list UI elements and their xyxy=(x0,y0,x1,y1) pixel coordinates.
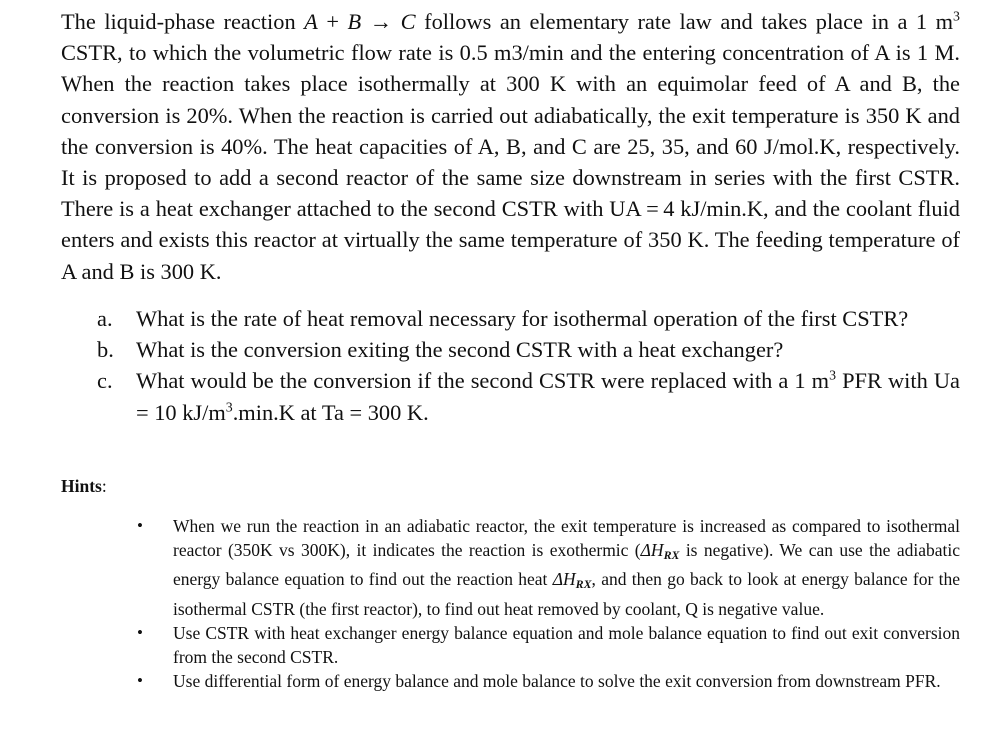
reaction-arrow: → xyxy=(361,9,401,34)
species-a: A xyxy=(304,9,318,34)
hints-colon: : xyxy=(101,476,107,496)
intro-text-3: CSTR, to which the volumetric flow rate is 0.5 m3/min and the entering concentration of A is 1 M. When the reaction takes place isothermally at 300 K with an equimolar feed of A and B, the conversion is 20%. When the reaction is carried out adiabatically, the exit temperature is 350 K and the conversion is 40%. The heat capacities of A, B, and C are 25, 35, and 60 J/mol.K, respectively. It is proposed to add a second reactor of the same size downstream in series with the first CSTR. There is a heat exchanger attached to the second CSTR with UA = 4 kJ/min.K, and the coolant fluid enters and exists this reactor at virtually the same temperature of 350 K. The feeding temperature of A and B is 300 K. xyxy=(61,40,960,284)
hint-1 xyxy=(61,514,960,621)
question-c-exponent-2: 3 xyxy=(225,400,233,415)
hint-1-text-3: , and then go back to look at energy balance for the isothermal CSTR (the first reactor), to find out heat removed by coolant, Q is negative value. xyxy=(173,569,960,619)
delta-h-rx-symbol xyxy=(640,540,680,563)
hints-heading xyxy=(61,474,107,498)
problem-statement xyxy=(61,6,960,287)
question-c-exponent-1: 3 xyxy=(829,368,837,384)
bullet-icon: • xyxy=(137,671,143,691)
hint-1-text-1: When we run the reaction in an adiabatic reactor, the exit temperature is increased as compared to isothermal reactor (350K vs 300K), it indicates the reaction is exothermic ( xyxy=(173,516,960,561)
hint-1-text-2: is negative). We can use the adiabatic energy balance equation to find out the reaction heat xyxy=(173,540,960,590)
hint-3 xyxy=(61,669,960,693)
question-c-text xyxy=(136,368,960,424)
rx-subscript-2: RX xyxy=(575,577,592,592)
hints-list xyxy=(61,514,960,693)
delta-h-symbol-2: ΔH xyxy=(552,569,576,590)
question-a xyxy=(61,303,960,334)
hint-2 xyxy=(61,621,960,669)
bullet-icon: • xyxy=(137,622,143,642)
hint-3-text: Use differential form of energy balance and mole balance to solve the exit conversion from downstream PFR. xyxy=(173,671,941,692)
hint-2-text: Use CSTR with heat exchanger energy balance equation and mole balance equation to find out exit conversion from the second CSTR. xyxy=(173,622,960,667)
question-c-text-2: PFR with Ua = 10 kJ/m xyxy=(136,368,960,425)
question-c xyxy=(61,365,960,427)
volume-exponent: 3 xyxy=(953,9,960,25)
delta-h-symbol-1: ΔH xyxy=(640,540,664,561)
plus-sign: + xyxy=(317,9,348,34)
bullet-icon: • xyxy=(137,516,143,535)
hints-label: Hints xyxy=(61,476,102,496)
species-c: C xyxy=(400,9,416,34)
question-c-text-3: .min.K at Ta = 300 K. xyxy=(232,399,429,425)
question-c-letter: c. xyxy=(97,368,113,394)
intro-text-1: The liquid-phase reaction xyxy=(61,9,305,34)
question-b xyxy=(61,334,960,365)
delta-h-rx-symbol xyxy=(552,569,592,592)
question-a-letter: a. xyxy=(97,306,113,331)
question-b-text: What is the conversion exiting the second CSTR with a heat exchanger? xyxy=(136,337,784,363)
reaction-equation xyxy=(304,9,424,34)
reaction-trail xyxy=(416,9,425,34)
question-c-text-1: What would be the conversion if the second CSTR were replaced with a 1 m xyxy=(136,368,830,394)
question-a-text: What is the rate of heat removal necessary for isothermal operation of the first CSTR? xyxy=(136,306,909,331)
question-b-letter: b. xyxy=(97,337,114,363)
question-list xyxy=(61,303,960,428)
intro-text-2: follows an elementary rate law and takes place in a 1 m xyxy=(424,9,954,34)
rx-subscript-1: RX xyxy=(663,548,680,563)
species-b: B xyxy=(347,9,362,34)
